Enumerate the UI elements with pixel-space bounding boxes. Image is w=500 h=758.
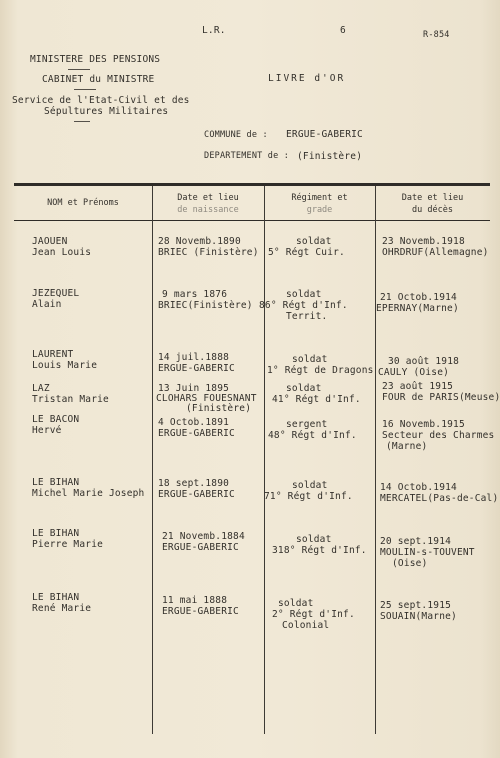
birth-place: ERGUE-GABERIC xyxy=(158,363,235,374)
birth-place: BRIEC(Finistère) xyxy=(158,300,253,311)
given-names: Pierre Marie xyxy=(32,539,104,550)
surname: LAURENT xyxy=(32,349,74,360)
grade: soldat xyxy=(292,480,328,491)
surname: LE BIHAN xyxy=(32,592,80,603)
column-header-regiment-2: grade xyxy=(306,205,333,215)
birth-date: 4 Octob.1891 xyxy=(158,417,230,428)
surname: LE BACON xyxy=(32,414,80,425)
lr-mark: L.R. xyxy=(202,25,226,36)
grade: soldat xyxy=(278,598,314,609)
birth-date: 14 juil.1888 xyxy=(158,352,230,363)
regiment: 5° Régt Cuir. xyxy=(268,247,345,258)
birth-place: ERGUE-GABERIC xyxy=(158,489,235,500)
column-header-death-2: du décès xyxy=(412,205,453,215)
death-place: OHRDRUF(Allemagne) xyxy=(382,247,489,258)
birth-date: 13 Juin 1895 xyxy=(158,383,230,394)
grade: sergent xyxy=(286,419,328,430)
given-names: Jean Louis xyxy=(32,247,92,258)
birth-place: ERGUE-GABERIC xyxy=(162,542,239,553)
given-names: Tristan Marie xyxy=(32,394,109,405)
birth-place: BRIEC (Finistère) xyxy=(158,247,259,258)
given-names: Louis Marie xyxy=(32,360,98,371)
commune-label: COMMUNE de : xyxy=(204,130,268,140)
column-divider xyxy=(152,186,153,734)
death-date: 30 août 1918 xyxy=(388,356,460,367)
column-header-regiment: Régiment et xyxy=(291,193,348,203)
birth-date: 28 Novemb.1890 xyxy=(158,236,241,247)
death-place: FOUR de PARIS(Meuse) xyxy=(382,392,500,403)
given-names: Michel Marie Joseph xyxy=(32,488,145,499)
grade: soldat xyxy=(296,534,332,545)
surname: JAOUEN xyxy=(32,236,68,247)
death-date: 23 août 1915 xyxy=(382,381,454,392)
separator xyxy=(68,69,90,70)
column-divider xyxy=(375,186,376,734)
surname: LE BIHAN xyxy=(32,528,80,539)
column-header-death: Date et lieu xyxy=(401,193,464,203)
birth-date: 9 mars 1876 xyxy=(162,289,228,300)
regiment: 86° Régt d'Inf. xyxy=(259,300,348,311)
separator xyxy=(74,89,96,90)
birth-date: 11 mai 1888 xyxy=(162,595,228,606)
given-names: René Marie xyxy=(32,603,92,614)
cabinet-name: CABINET du MINISTRE xyxy=(42,74,155,85)
reference-number: R-854 xyxy=(423,30,450,40)
death-place: Secteur des Charmes xyxy=(382,430,495,441)
death-place-extra: (Oise) xyxy=(392,558,428,569)
death-place: MOULIN-s-TOUVENT xyxy=(380,547,475,558)
regiment: 41° Régt d'Inf. xyxy=(272,394,361,405)
death-date: 23 Novemb.1918 xyxy=(382,236,465,247)
birth-date: 18 sept.1890 xyxy=(158,478,230,489)
grade: soldat xyxy=(286,383,322,394)
column-divider xyxy=(264,186,265,734)
death-place: EPERNAY(Marne) xyxy=(376,303,459,314)
death-date: 16 Novemb.1915 xyxy=(382,419,465,430)
surname: JEZEQUEL xyxy=(32,288,80,299)
death-place: CAULY (Oise) xyxy=(378,367,450,378)
column-header-name: NOM et Prénoms xyxy=(47,198,119,208)
death-date: 20 sept.1914 xyxy=(380,536,452,547)
ministry-name: MINISTERE DES PENSIONS xyxy=(30,54,161,65)
column-header-birth-2: de naissance xyxy=(177,205,239,215)
birth-place: CLOHARS FOUESNANT xyxy=(156,393,257,404)
department-value: (Finistère) xyxy=(297,151,363,162)
death-place: SOUAIN(Marne) xyxy=(380,611,457,622)
death-place-extra: (Marne) xyxy=(386,441,428,452)
birth-place: ERGUE-GABERIC xyxy=(158,428,235,439)
grade: soldat xyxy=(286,289,322,300)
given-names: Hervé xyxy=(32,425,62,436)
surname: LE BIHAN xyxy=(32,477,80,488)
regiment: 1° Régt de Dragons xyxy=(267,365,374,376)
death-date: 21 Octob.1914 xyxy=(380,292,457,303)
service-line-2: Sépultures Militaires xyxy=(44,106,169,117)
grade: soldat xyxy=(292,354,328,365)
regiment-extra: Territ. xyxy=(286,311,328,322)
commune-value: ERGUE-GABERIC xyxy=(286,129,363,140)
given-names: Alain xyxy=(32,299,62,310)
separator xyxy=(74,121,90,122)
surname: LAZ xyxy=(32,383,50,394)
regiment: 318° Régt d'Inf. xyxy=(272,545,367,556)
column-header-birth: Date et lieu xyxy=(177,193,239,203)
service-line-1: Service de l'Etat-Civil et des xyxy=(12,95,190,106)
birth-place: ERGUE-GABERIC xyxy=(162,606,239,617)
regiment: 48° Régt d'Inf. xyxy=(268,430,357,441)
regiment: 71° Régt d'Inf. xyxy=(264,491,353,502)
birth-date: 21 Novemb.1884 xyxy=(162,531,245,542)
birth-place-extra: (Finistère) xyxy=(186,403,252,414)
page-number: 6 xyxy=(340,25,346,36)
document-title: LIVRE d'OR xyxy=(268,73,346,84)
header-bottom-rule xyxy=(14,220,490,221)
death-date: 25 sept.1915 xyxy=(380,600,452,611)
table-top-rule xyxy=(14,183,490,186)
regiment-extra: Colonial xyxy=(282,620,330,631)
death-date: 14 Octob.1914 xyxy=(380,482,457,493)
department-label: DEPARTEMENT de : xyxy=(204,151,290,161)
grade: soldat xyxy=(296,236,332,247)
death-place: MERCATEL(Pas-de-Cal) xyxy=(380,493,499,504)
regiment: 2° Régt d'Inf. xyxy=(272,609,355,620)
